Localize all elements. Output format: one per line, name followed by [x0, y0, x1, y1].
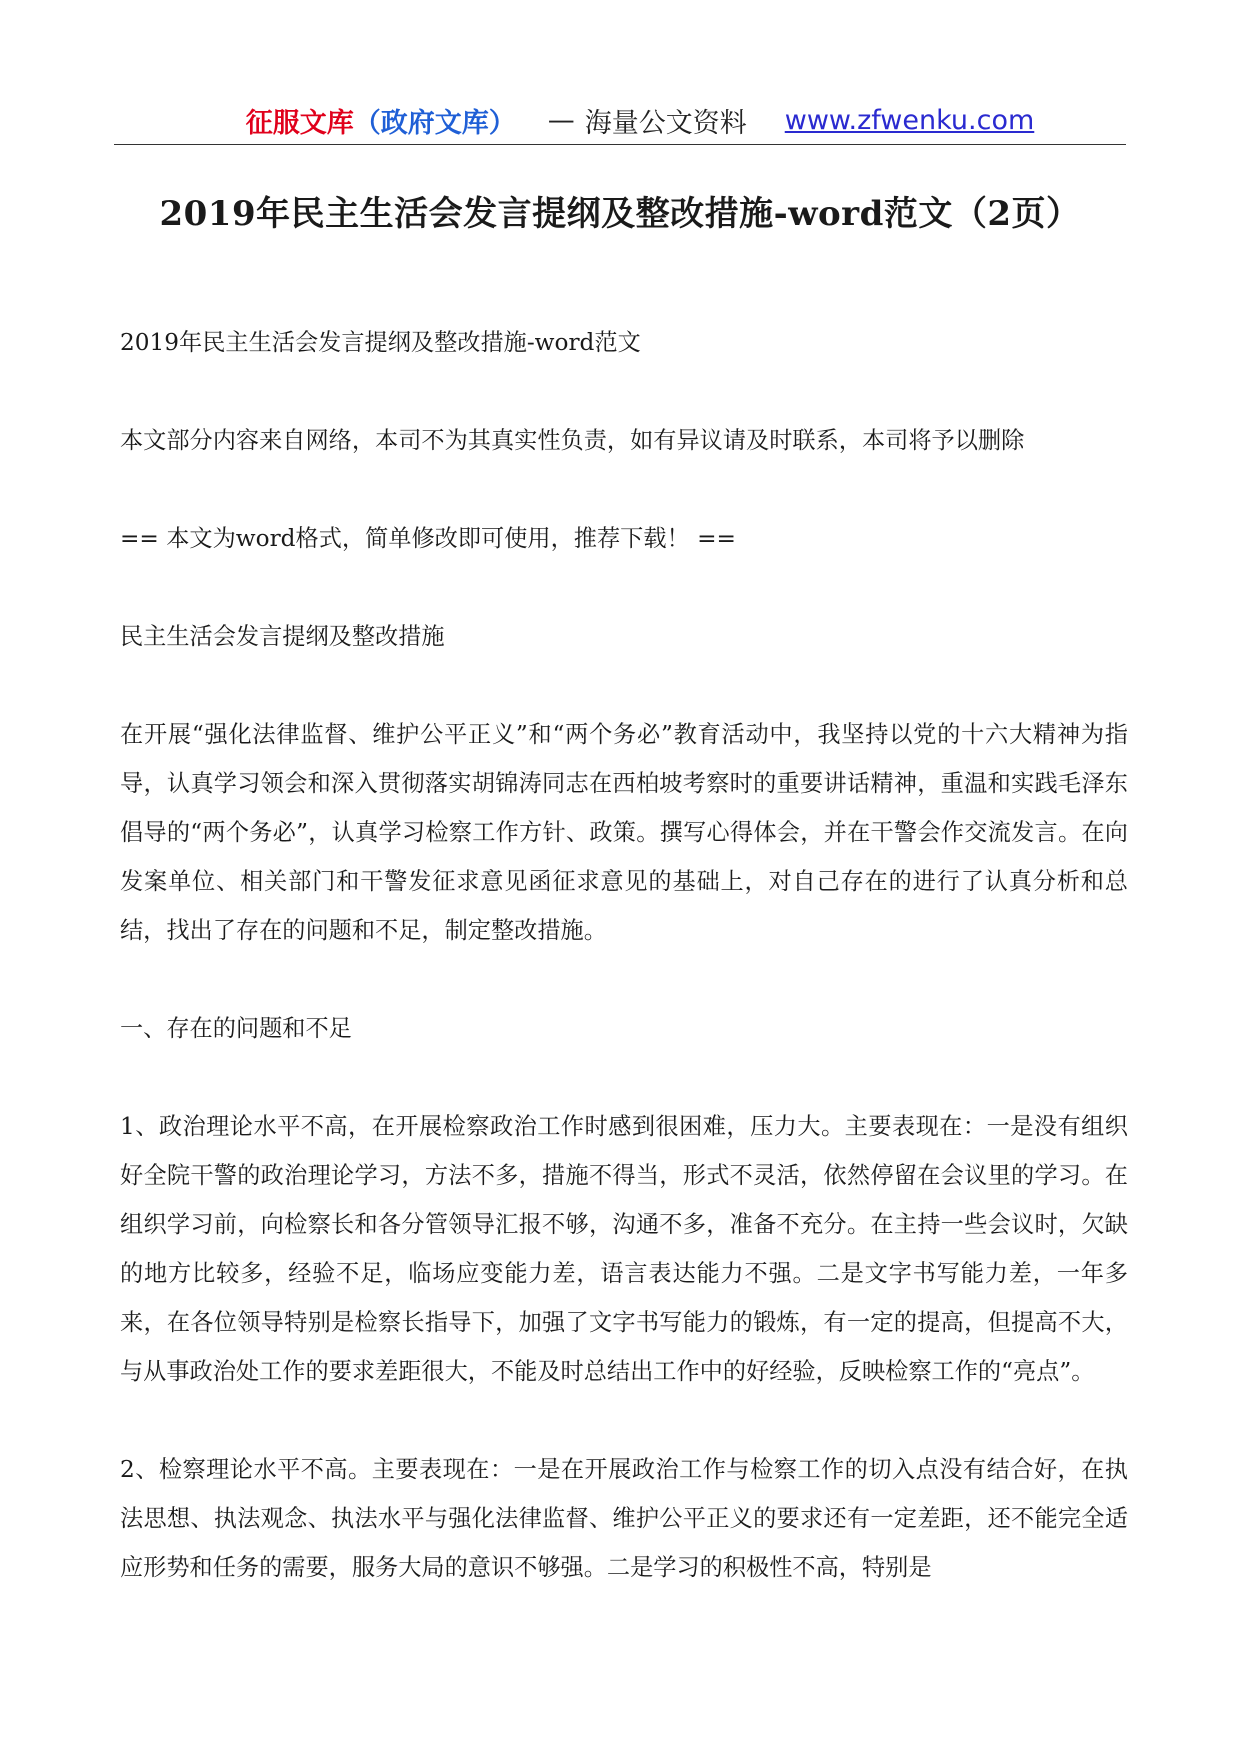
paragraph-disclaimer: 本文部分内容来自网络，本司不为其真实性负责，如有异议请及时联系，本司将予以删除: [120, 427, 1025, 454]
page-header: [150, 96, 1130, 144]
paragraph-intro: 在开展“强化法律监督、维护公平正义”和“两个务必”教育活动中，我坚持以党的十六大精神为指导，认真学习领会和深入贯彻落实胡锦涛同志在西柏坡考察时的重要讲话精神，重温和实践毛泽东倡导的“两个务必”，认真学习检察工作方针、政策。撰写心得体会，并在干警会作交流发言。在向发案单位、相关部门和干警发征求意见函征求意见的基础上，对自己存在的进行了认真分析和总结，找出了存在的问题和不足，制定整改措施。: [120, 721, 1128, 944]
header-dash: —: [547, 104, 575, 136]
paragraph-subtitle: 2019年民主生活会发言提纲及整改措施-word范文: [120, 329, 641, 356]
header-divider: [114, 144, 1126, 145]
paragraph-point-1: 1、政治理论水平不高，在开展检察政治工作时感到很困难，压力大。主要表现在：一是没有组织好全院干警的政治理论学习，方法不多，措施不得当，形式不灵活，依然停留在会议里的学习。在组织学习前，向检察长和各分管领导汇报不够，沟通不多，准备不充分。在主持一些会议时，欠缺的地方比较多，经验不足，临场应变能力差，语言表达能力不强。二是文字书写能力差，一年多来，在各位领导特别是检察长指导下，加强了文字书写能力的锻炼，有一定的提高，但提高不大，与从事政治处工作的要求差距很大，不能及时总结出工作中的好经验，反映检察工作的“亮点”。: [120, 1113, 1128, 1385]
paragraph-format-note: == 本文为word格式，简单修改即可使用，推荐下载！ ==: [120, 525, 736, 552]
brand-name: 征服文库: [245, 107, 354, 139]
header-tagline: 海量公文资料: [584, 107, 747, 139]
brand-subtitle: （政府文库）: [353, 107, 516, 139]
paragraph-heading: 民主生活会发言提纲及整改措施: [120, 623, 445, 650]
header-url-link[interactable]: www.zfwenku.com: [784, 104, 1035, 136]
paragraph-point-2: 2、检察理论水平不高。主要表现在：一是在开展政治工作与检察工作的切入点没有结合好，在执法思想、执法观念、执法水平与强化法律监督、维护公平正义的要求还有一定差距，还不能完全适应形势和任务的需要，服务大局的意识不够强。二是学习的积极性不高，特别是: [120, 1456, 1128, 1581]
document-body: [120, 318, 1128, 1641]
section-heading-problems: 一、存在的问题和不足: [120, 1015, 352, 1042]
document-title: 2019年民主生活会发言提纲及整改措施-word范文（2页）: [159, 194, 1081, 234]
